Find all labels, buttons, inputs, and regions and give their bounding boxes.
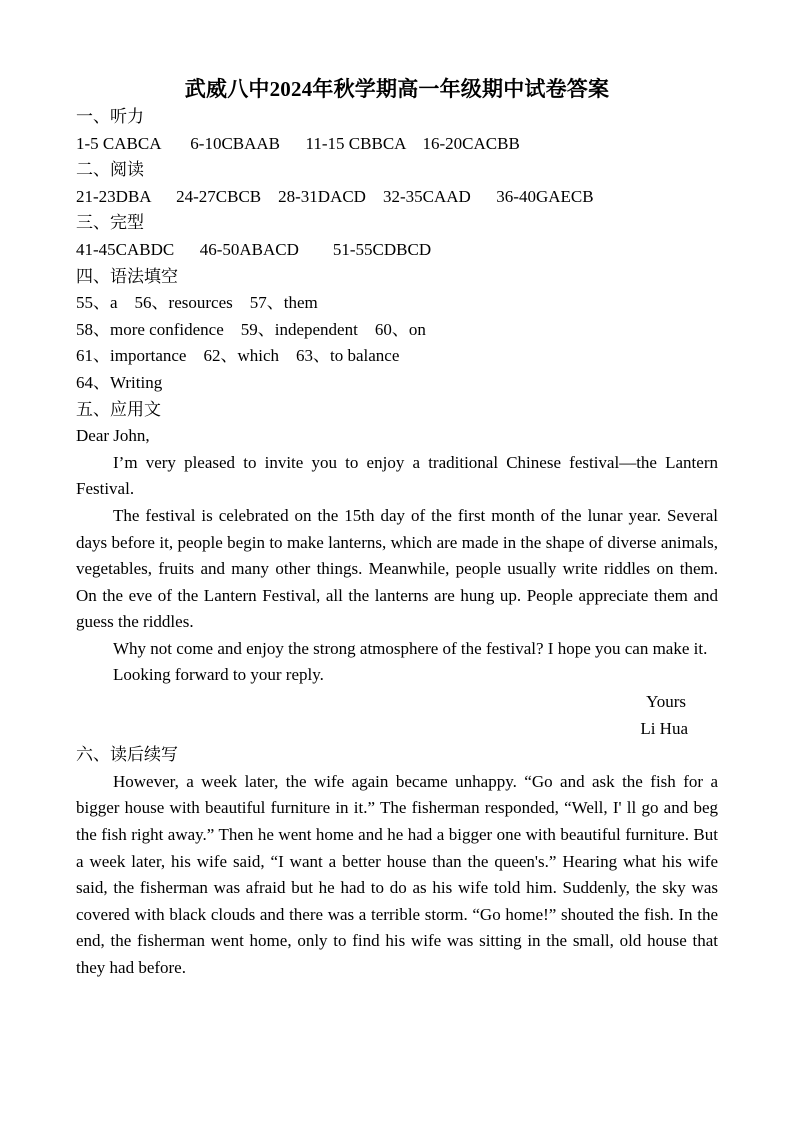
letter-closing: Yours [646,692,686,712]
listening-answers: 1-5 CABCA 6-10CBAAB 11-15 CBBCA 16-20CACBB [76,133,520,153]
grammar-answer-line: 55、a 56、resources 57、them [76,293,318,313]
answer-sheet [76,76,718,982]
section-heading-listening: 一、听力 [76,107,144,126]
letter-paragraph: Why not come and enjoy the strong atmosphere of the festival? I hope you can make it. [113,638,708,658]
continuation-paragraph: However, a week later, the wife again became unhappy. “Go and ask the fish for a bigger house with beautiful furniture in it.” The fisherman responded, “Well, I' ll go and beg the fish right away.” Then he went home and he had a bigger one with beautiful furniture. But a week later, his wife said, “I want a better house than the queen's.” Hearing what his wife said, the fisherman was afraid but he had to do as his wife told him. Suddenly, the sky was covered with black clouds and there was a terrible storm. “Go home!” shouted the fish. In the end, the fisherman went home, only to find his wife was sitting in the small, old house that they had before. [76,771,718,977]
cloze-answers: 41-45CABDC 46-50ABACD 51-55CDBCD [76,239,432,259]
grammar-answer-line: 61、importance 62、which 63、to balance [76,346,400,366]
section-heading-reading: 二、阅读 [76,160,144,180]
section-heading-continuation-writing: 六、读后续写 [76,745,178,765]
section-heading-practical-writing: 五、应用文 [76,399,161,419]
page-title: 武威八中2024年秋学期高一年级期中试卷答案 [184,77,610,101]
section-heading-grammar: 四、语法填空 [76,266,178,286]
letter-signature: Li Hua [640,718,688,738]
reading-answers: 21-23DBA 24-27CBCB 28-31DACD 32-35CAAD 36-40GAECB [76,186,594,206]
letter-paragraph: I’m very pleased to invite you to enjoy a traditional Chinese festival—the Lantern Festival. [76,452,718,499]
letter-paragraph: Looking forward to your reply. [113,665,324,685]
section-heading-cloze: 三、完型 [76,213,144,233]
letter-greeting: Dear John, [76,426,150,446]
grammar-answer-line: 64、Writing [76,372,163,392]
grammar-answer-line: 58、more confidence 59、independent 60、on [76,319,426,339]
letter-paragraph: The festival is celebrated on the 15th day of the first month of the lunar year. Several days before it, people begin to make lanterns, which are made in the shape of diverse animals, vegetables, fruits and many other things. Meanwhile, people usually write riddles on them. On the eve of the Lantern Festival, all the lanterns are hung up. People appreciate them and guess the riddles. [76,505,718,632]
